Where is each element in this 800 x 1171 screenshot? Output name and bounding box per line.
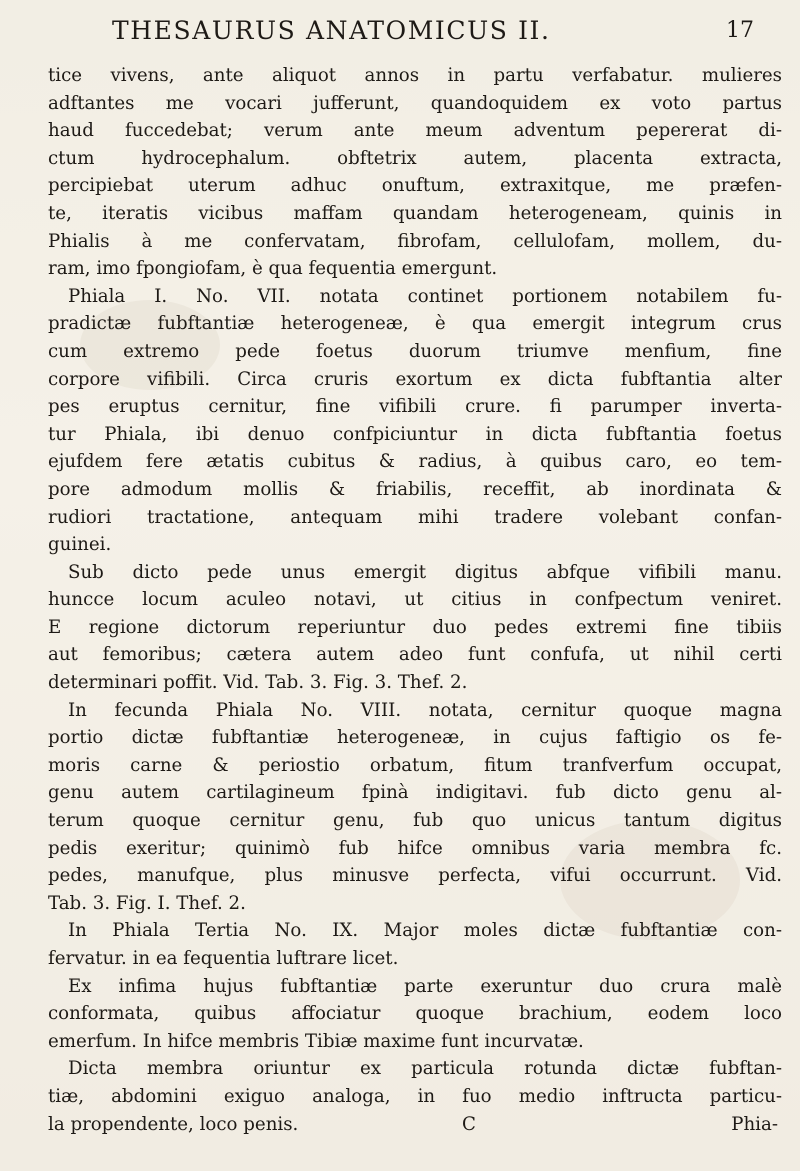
text-line: portio dictæ fubftantiæ heterogeneæ, in cujus faftigio os fe- — [48, 727, 782, 749]
text-line: In fecunda Phiala No. VIII. notata, cernitur quoque magna — [68, 699, 782, 721]
text-line: corpore vifibili. Circa cruris exortum ex dicta fubftantia alter — [48, 368, 782, 390]
text-line: tiæ, abdomini exiguo analoga, in fuo medio inftructa particu- — [48, 1085, 782, 1107]
text-line: tice vivens, ante aliquot annos in partu verfabatur. mulieres — [48, 65, 782, 86]
text-line: rudiori tractatione, antequam mihi tradere volebant confan- — [48, 506, 782, 528]
text-line: la propendente, loco penis. — [48, 1113, 299, 1135]
text-line: cum extremo pede foetus duorum triumve menfium, fine — [48, 340, 782, 362]
text-line: huncce locum aculeo notavi, ut citius in confpectum veniret. — [48, 589, 782, 611]
text-line: guinei. — [48, 534, 112, 556]
text-line: ram, imo fpongiofam, è qua fequentia emergunt. — [48, 258, 498, 280]
page-header — [60, 14, 760, 54]
body-text — [48, 62, 782, 1138]
text-line: te, iteratis vicibus maffam quandam heterogeneam, quinis in — [48, 202, 782, 224]
text-line: pradictæ fubftantiæ heterogeneæ, è qua emergit integrum crus — [48, 313, 782, 335]
text-line: ejufdem fere ætatis cubitus & radius, à quibus caro, eo tem- — [48, 451, 782, 473]
text-line: emerfum. In hifce membris Tibiæ maxime funt incurvatæ. — [48, 1030, 584, 1052]
closing-line-row — [48, 1111, 782, 1139]
text-line: Phialis à me confervatam, fibrofam, cellulofam, mollem, du- — [48, 230, 782, 252]
text-line: percipiebat uterum adhuc onuftum, extraxitque, me præfen- — [48, 175, 782, 197]
text-line: pedis exeritur; quinimò fub hifce omnibus varia membra fc. — [48, 837, 782, 859]
page-number: 17 — [726, 18, 754, 43]
text-line: conformata, quibus affociatur quoque brachium, eodem loco — [48, 1003, 782, 1025]
text-line: pedes, manufque, plus minusve perfecta, vifui occurrunt. Vid. — [48, 865, 782, 887]
text-line: Tab. 3. Fig. I. Thef. 2. — [48, 892, 246, 914]
text-line: Sub dicto pede unus emergit digitus abfque vifibili manu. — [68, 561, 782, 583]
text-line: Phiala I. No. VII. notata continet portionem notabilem fu- — [68, 285, 782, 307]
signature-mark: C — [462, 1113, 476, 1135]
text-line: ctum hydrocephalum. obftetrix autem, placenta extracta, — [48, 147, 782, 169]
text-line: adftantes me vocari jufferunt, quandoquidem ex voto partus — [48, 92, 782, 114]
text-line: tur Phiala, ibi denuo confpiciuntur in dicta fubftantia foetus — [48, 423, 782, 445]
text-line: In Phiala Tertia No. IX. Major moles dictæ fubftantiæ con- — [68, 920, 782, 942]
text-line: aut femoribus; cætera autem adeo funt confufa, ut nihil certi — [48, 644, 782, 666]
text-line: pore admodum mollis & friabilis, receffit, ab inordinata & — [48, 478, 782, 500]
text-line: moris carne & periostio orbatum, fitum tranfverfum occupat, — [48, 754, 782, 776]
text-line: Ex infima hujus fubftantiæ parte exeruntur duo crura malè — [68, 975, 782, 997]
text-line: terum quoque cernitur genu, fub quo unicus tantum digitus — [48, 810, 782, 832]
catchword: Phia- — [731, 1113, 778, 1135]
text-line: haud fuccedebat; verum ante meum adventum pepererat di- — [48, 120, 782, 142]
text-line: pes eruptus cernitur, fine vifibili crure. fi parumper inverta- — [48, 396, 782, 418]
text-line: genu autem cartilagineum fpinà indigitavi. fub dicto genu al- — [48, 782, 782, 804]
text-line: Dicta membra oriuntur ex particula rotunda dictæ fubftan- — [68, 1058, 782, 1080]
text-line: E regione dictorum reperiuntur duo pedes extremi fine tibiis — [48, 616, 782, 638]
text-line: determinari poffit. Vid. Tab. 3. Fig. 3. Thef. 2. — [48, 672, 468, 694]
text-line: fervatur. in ea fequentia luftrare licet. — [48, 948, 399, 969]
running-head: THESAURUS ANATOMICUS II. — [112, 16, 551, 45]
